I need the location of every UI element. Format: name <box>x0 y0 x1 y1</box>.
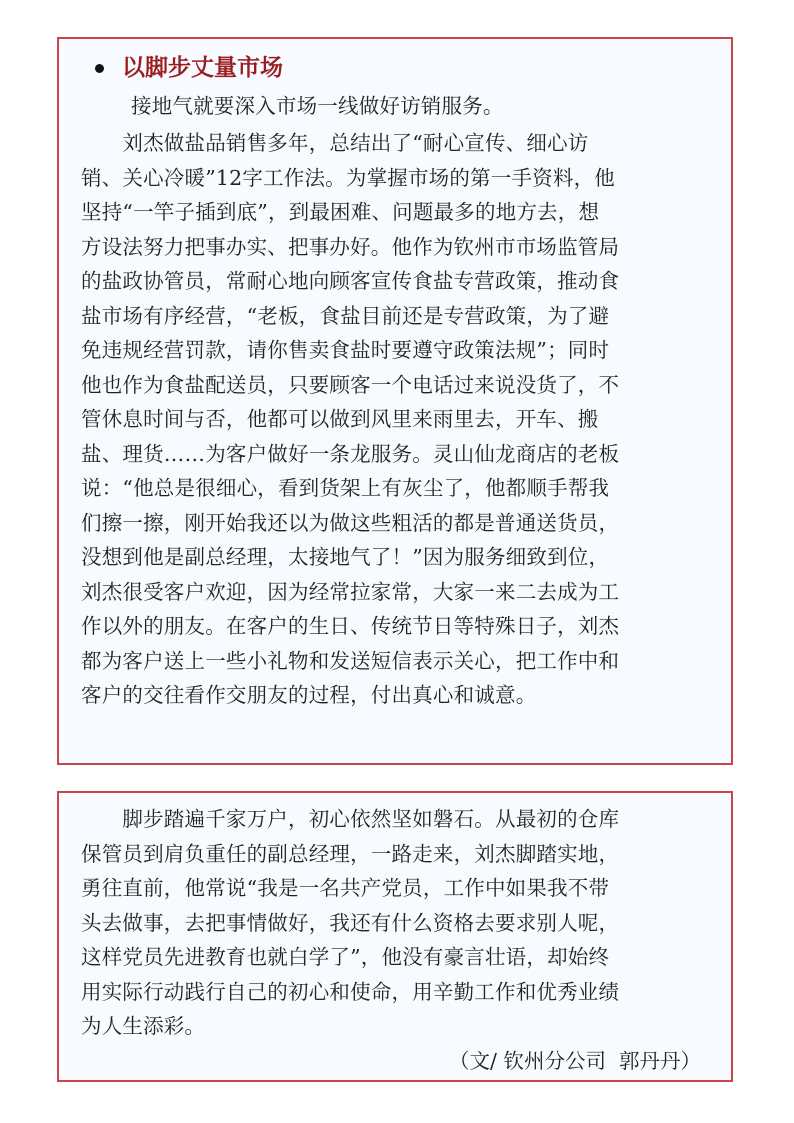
text-line: 勇往直前，他常说“我是一名共产党员，工作中如果我不带 <box>81 876 610 900</box>
text-line: 作以外的朋友。在客户的生日、传统节日等特殊日子，刘杰 <box>81 614 620 638</box>
text-line: 盐市场有序经营，“老板，食盐目前还是专营政策，为了避 <box>81 303 610 328</box>
body-paragraph <box>81 802 721 1044</box>
text-line: 刘杰做盐品销售多年，总结出了“耐心宣传、细心访 <box>81 131 589 155</box>
text-line: 为人生添彩。 <box>81 1014 206 1038</box>
text-line: 这样党员先进教育也就白学了”，他没有豪言壮语，却始终 <box>81 945 610 969</box>
text-line: 管休息时间与否，他都可以做到风里来雨里去，开车、搬 <box>81 407 599 431</box>
text-line: 脚步踏遍千家万户，初心依然坚如磐石。从最初的仓库 <box>81 807 620 831</box>
text-line: 们擦一擦，刚开始我还以为做这些粗活的都是普通送货员， <box>81 510 620 535</box>
section-heading-text: 以脚步丈量市场 <box>122 54 283 81</box>
text-line: 说：“他总是很细心，看到货架上有灰尘了，他都顺手帮我 <box>81 476 610 500</box>
text-line: 盐、理货……为客户做好一条龙服务。灵山仙龙商店的老板 <box>81 441 620 466</box>
section-heading <box>95 51 283 85</box>
article-section-1 <box>57 37 733 765</box>
text-line: 没想到他是副总经理，太接地气了！”因为服务细致到位， <box>81 545 610 569</box>
article-section-2 <box>57 791 733 1082</box>
text-line: 方设法努力把事办实、把事办好。他作为钦州市市场监管局 <box>81 234 620 259</box>
text-line: 头去做事，去把事情做好，我还有什么资格去要求别人呢， <box>81 910 620 935</box>
text-line: 坚持“一竿子插到底”，到最困难、问题最多的地方去，想 <box>81 200 600 224</box>
text-line: 免违规经营罚款，请你售卖食盐时要遵守政策法规”；同时 <box>81 338 610 362</box>
text-line: 销、关心冷暖”12字工作法。为掌握市场的第一手资料，他 <box>81 165 615 190</box>
text-line: 保管员到肩负重任的副总经理，一路走来，刘杰脚踏实地， <box>81 841 620 866</box>
text-line: 的盐政协管员，常耐心地向顾客宣传食盐专营政策，推动食 <box>81 269 620 293</box>
text-line: 用实际行动践行自己的初心和使命，用辛勤工作和优秀业绩 <box>81 979 620 1004</box>
text-line: 客户的交往看作交朋友的过程，付出真心和诚意。 <box>81 683 537 707</box>
text-line: 刘杰很受客户欢迎，因为经常拉家常，大家一来二去成为工 <box>81 579 620 604</box>
intro-paragraph: 接地气就要深入市场一线做好访销服务。 <box>131 94 504 118</box>
text-line: 他也作为食盐配送员，只要顾客一个电话过来说没货了，不 <box>81 372 620 397</box>
text-line: 都为客户送上一些小礼物和发送短信表示关心，把工作中和 <box>81 648 620 673</box>
body-paragraph <box>81 126 721 713</box>
author-byline: （文/ 钦州分公司 郭丹丹） <box>449 1049 701 1073</box>
bullet-icon <box>95 64 104 73</box>
